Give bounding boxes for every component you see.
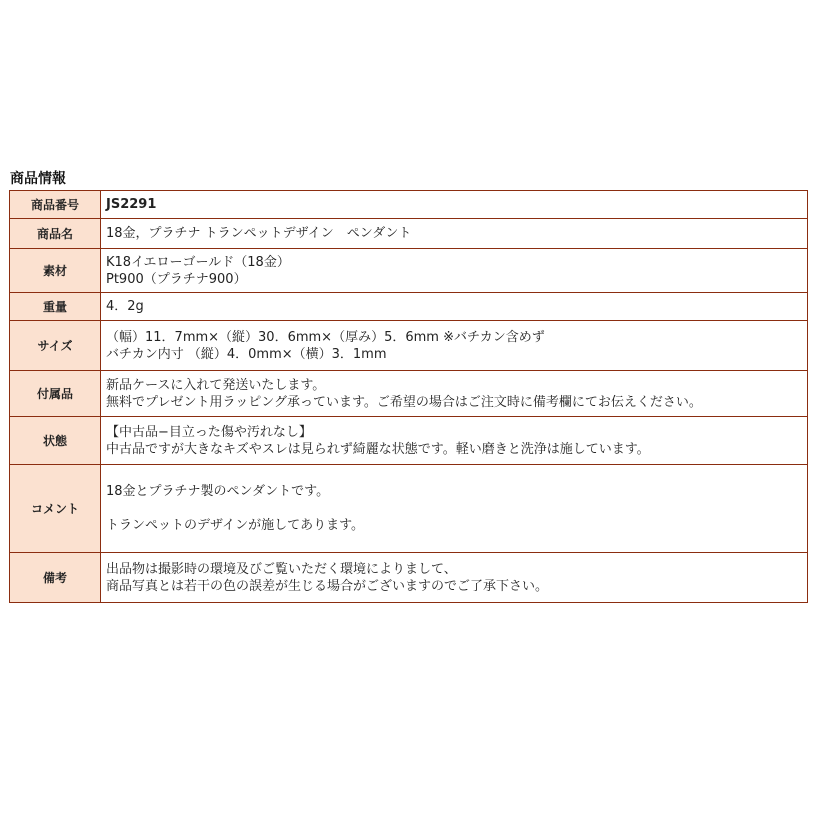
- comment-line-2: トランペットのデザインが施してあります。: [106, 518, 365, 533]
- value-comment: [101, 465, 808, 553]
- weight-text: 4．2g: [106, 299, 144, 314]
- size-line-2: バチカン内寸 （縦）4．0mm×（横）3．1mm: [106, 346, 387, 362]
- section-title: 商品情報: [10, 171, 66, 187]
- value-product-name: [101, 219, 808, 249]
- comment-line-1: 18金とプラチナ製のペンダントです。: [106, 484, 330, 499]
- condition-line-1: 【中古品−目立った傷や汚れなし】: [106, 424, 312, 440]
- accessories-line-2: 無料でプレゼント用ラッピング承っています。ご希望の場合はご注文時に備考欄にてお伝えください。: [106, 394, 702, 410]
- row-material: [10, 249, 808, 293]
- label-comment: コメント: [10, 465, 101, 553]
- value-material: [101, 249, 808, 293]
- value-size: [101, 321, 808, 371]
- label-product-name: 商品名: [10, 219, 101, 249]
- size-line-1: （幅）11．7mm×（縦）30．6mm×（厚み）5．6mm ※バチカン含めず: [106, 329, 545, 345]
- accessories-line-1: 新品ケースに入れて発送いたします。: [106, 377, 326, 393]
- material-line-1: K18イエローゴールド（18金）: [106, 254, 290, 270]
- row-notes: [10, 553, 808, 603]
- material-line-2: Pt900（プラチナ900）: [106, 271, 247, 287]
- product-name-text: 18金，プラチナ トランペットデザイン ペンダント: [106, 226, 412, 241]
- value-condition: [101, 417, 808, 465]
- label-condition: 状態: [10, 417, 101, 465]
- label-product-number: 商品番号: [10, 191, 101, 219]
- row-accessories: [10, 371, 808, 417]
- product-number-text: JS2291: [106, 197, 157, 212]
- label-material: 素材: [10, 249, 101, 293]
- value-product-number: [101, 191, 808, 219]
- value-accessories: [101, 371, 808, 417]
- row-weight: [10, 293, 808, 321]
- row-condition: [10, 417, 808, 465]
- row-size: [10, 321, 808, 371]
- value-weight: [101, 293, 808, 321]
- product-info-table: [9, 190, 808, 603]
- row-product-name: [10, 219, 808, 249]
- row-product-number: [10, 191, 808, 219]
- notes-line-1: 出品物は撮影時の環境及びご覧いただく環境によりまして、: [106, 561, 457, 577]
- comment-spacer: [106, 500, 803, 517]
- condition-line-2: 中古品ですが大きなキズやスレは見られず綺麗な状態です。軽い磨きと洗浄は施しています。: [106, 441, 650, 457]
- notes-line-2: 商品写真とは若干の色の誤差が生じる場合がございますのでご了承下さい。: [106, 578, 549, 594]
- label-accessories: 付属品: [10, 371, 101, 417]
- label-size: サイズ: [10, 321, 101, 371]
- label-notes: 備考: [10, 553, 101, 603]
- row-comment: [10, 465, 808, 553]
- label-weight: 重量: [10, 293, 101, 321]
- value-notes: [101, 553, 808, 603]
